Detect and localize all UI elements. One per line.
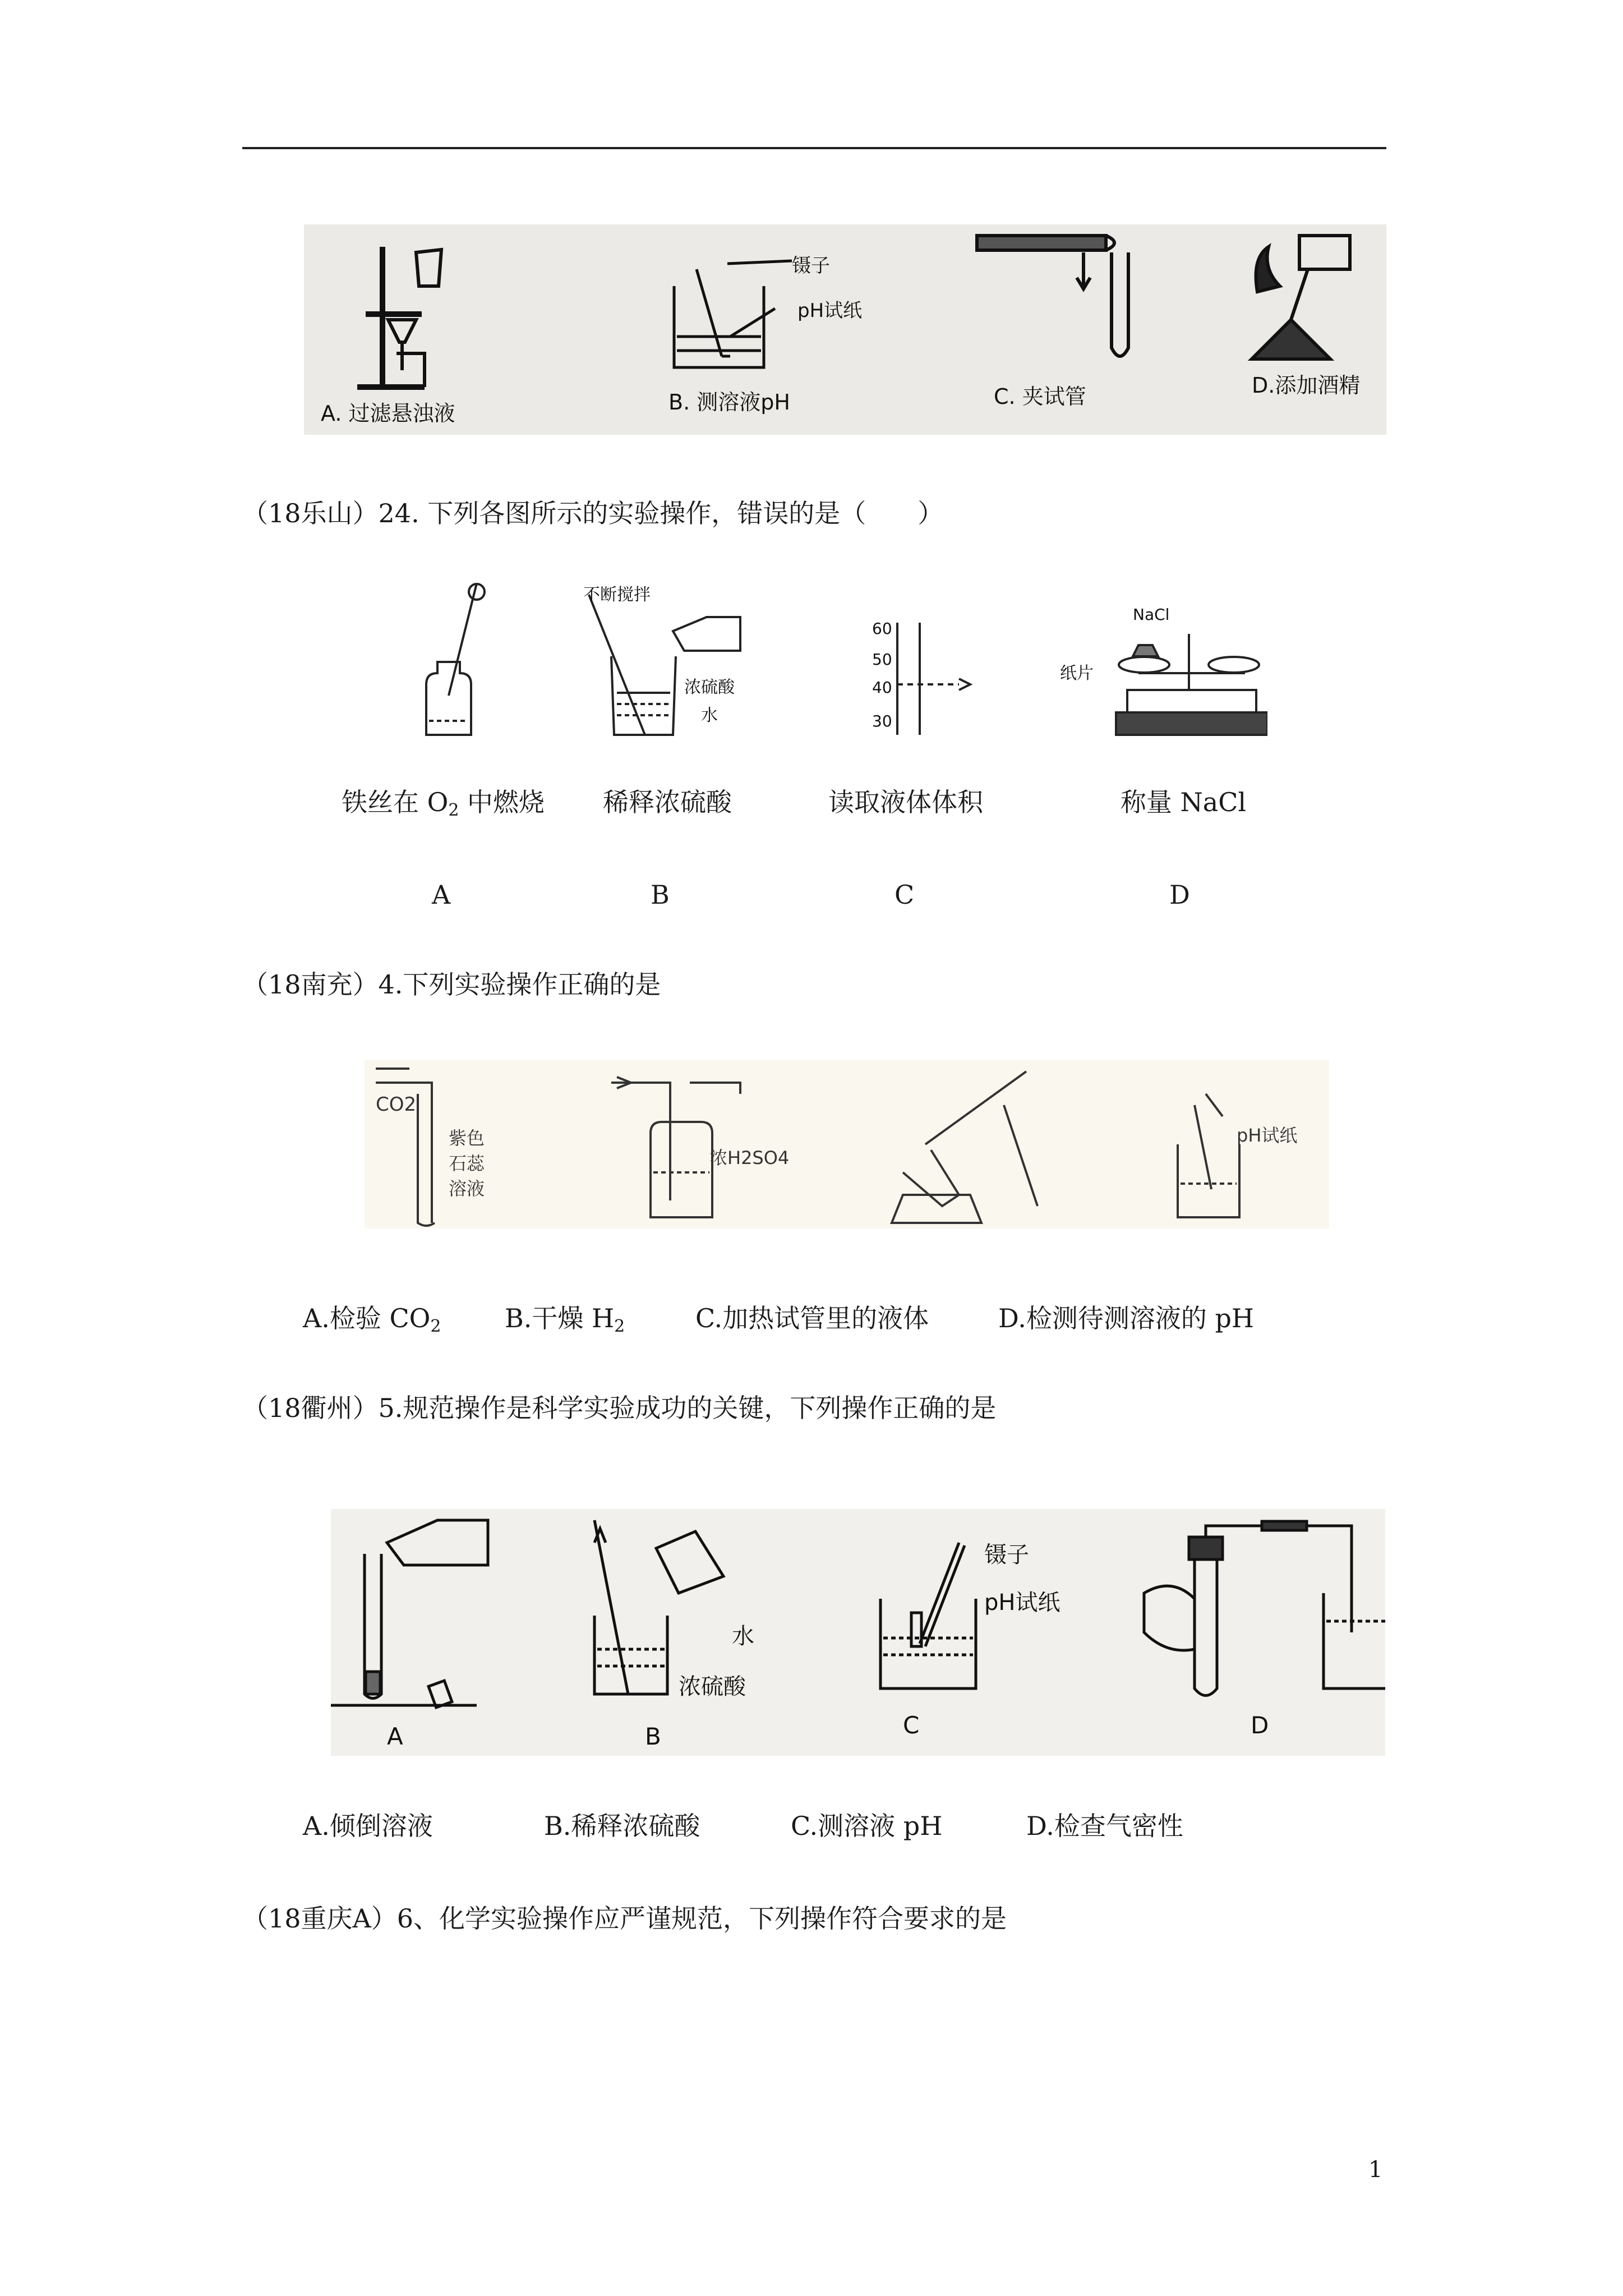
option-b: B.干燥 $H_2$	[505, 1303, 625, 1336]
paper-label: 纸片	[1060, 664, 1094, 683]
tick-40: 40	[872, 678, 892, 697]
fig4-letter-c: C	[903, 1711, 920, 1739]
q3-option-d: D.检查气密性	[1026, 1811, 1183, 1841]
gas-bottle-icon	[426, 583, 485, 735]
option-c: C.加热试管里的液体	[695, 1303, 929, 1333]
q3-option-b: B.稀释浓硫酸	[544, 1811, 700, 1841]
question-leshan-24: （18乐山）24. 下列各图所示的实验操作，错误的是（ ）	[242, 498, 944, 528]
litmus-2: 石蕊	[449, 1153, 485, 1174]
caption-d: 称量 NaCl	[1120, 787, 1247, 817]
q3-option-a: A.倾倒溶液	[303, 1811, 433, 1841]
page-number: 1	[1368, 2157, 1383, 2183]
co2-label: CO2	[376, 1093, 417, 1116]
question-nanchong-4: （18南充）4.下列实验操作正确的是	[242, 969, 661, 1000]
fig1-ph-label: pH试纸	[797, 300, 863, 322]
fig4-letter-a: A	[387, 1723, 403, 1750]
figure-lab-operations-3	[365, 1060, 1329, 1228]
header-rule	[242, 147, 1386, 149]
fig1-label-a: A. 过滤悬浊液	[321, 401, 455, 426]
figure-lab-operations-4	[331, 1509, 1385, 1756]
ph-label: pH试纸	[1237, 1125, 1298, 1146]
tick-50: 50	[872, 650, 892, 669]
caption-b: 稀释浓硫酸	[603, 787, 732, 817]
airtightness-icon	[1144, 1521, 1385, 1696]
beaker-ph-icon	[674, 261, 792, 367]
fig4-letter-b: B	[645, 1723, 661, 1750]
pouring-test-tube-icon	[331, 1520, 488, 1708]
q3-option-c: C.测溶液 pH	[791, 1811, 943, 1841]
heating-test-tube-icon	[892, 1071, 1038, 1223]
stir-label: 不断搅拌	[583, 585, 651, 605]
test-tube-holder-icon	[977, 236, 1128, 356]
letter-d: D	[1169, 880, 1190, 910]
balance-icon	[1116, 634, 1267, 735]
letter-b: B	[651, 880, 670, 910]
fig1-label-c: C. 夹试管	[994, 384, 1086, 409]
acid-label: 浓硫酸	[684, 678, 735, 697]
fig1-label-d: D.添加酒精	[1252, 373, 1361, 398]
figure-lab-operations-1	[304, 224, 1386, 435]
caption-a: 铁丝在 $O_2$ 中燃烧	[341, 787, 545, 820]
letter-a: A	[432, 880, 451, 910]
ph-tweezers-beaker-icon	[880, 1543, 976, 1688]
fig1-tweezers-label: 镊子	[792, 255, 830, 277]
figure-lab-operations-2	[393, 572, 1267, 752]
h2so4-label: 浓H2SO4	[709, 1147, 790, 1168]
option-d: D.检测待测溶液的 pH	[998, 1303, 1255, 1333]
caption-c: 读取液体体积	[828, 787, 983, 817]
tick-60: 60	[872, 619, 892, 638]
water-label: 水	[701, 706, 718, 725]
litmus-3: 溶液	[449, 1178, 485, 1199]
co2-tube-icon	[376, 1069, 435, 1226]
filter-stand-icon	[357, 247, 441, 387]
question-chongqing-6: （18重庆A）6、化学实验操作应严谨规范，下列操作符合要求的是	[242, 1903, 1007, 1934]
letter-c: C	[895, 880, 915, 910]
alcohol-lamp-icon	[1252, 236, 1350, 359]
question-quzhou-5: （18衢州）5.规范操作是科学实验成功的关键，下列操作正确的是	[242, 1393, 997, 1423]
litmus-1: 紫色	[449, 1128, 485, 1149]
fig4-ph-label: pH试纸	[984, 1590, 1061, 1616]
fig1-label-b: B. 测溶液pH	[668, 390, 790, 415]
option-a: A.检验 $CO_2$	[303, 1303, 441, 1336]
tick-30: 30	[872, 712, 892, 730]
diluting-beaker-icon	[594, 1520, 723, 1694]
fig4-letter-d: D	[1251, 1711, 1269, 1739]
fig4-tweezers-label: 镊子	[984, 1542, 1029, 1568]
fig4-water-label: 水	[732, 1623, 754, 1649]
nacl-label: NaCl	[1133, 605, 1170, 624]
graduated-cylinder-icon	[897, 623, 970, 735]
ph-paper-beaker-icon	[1178, 1094, 1239, 1217]
fig4-acid-label: 浓硫酸	[679, 1674, 746, 1700]
